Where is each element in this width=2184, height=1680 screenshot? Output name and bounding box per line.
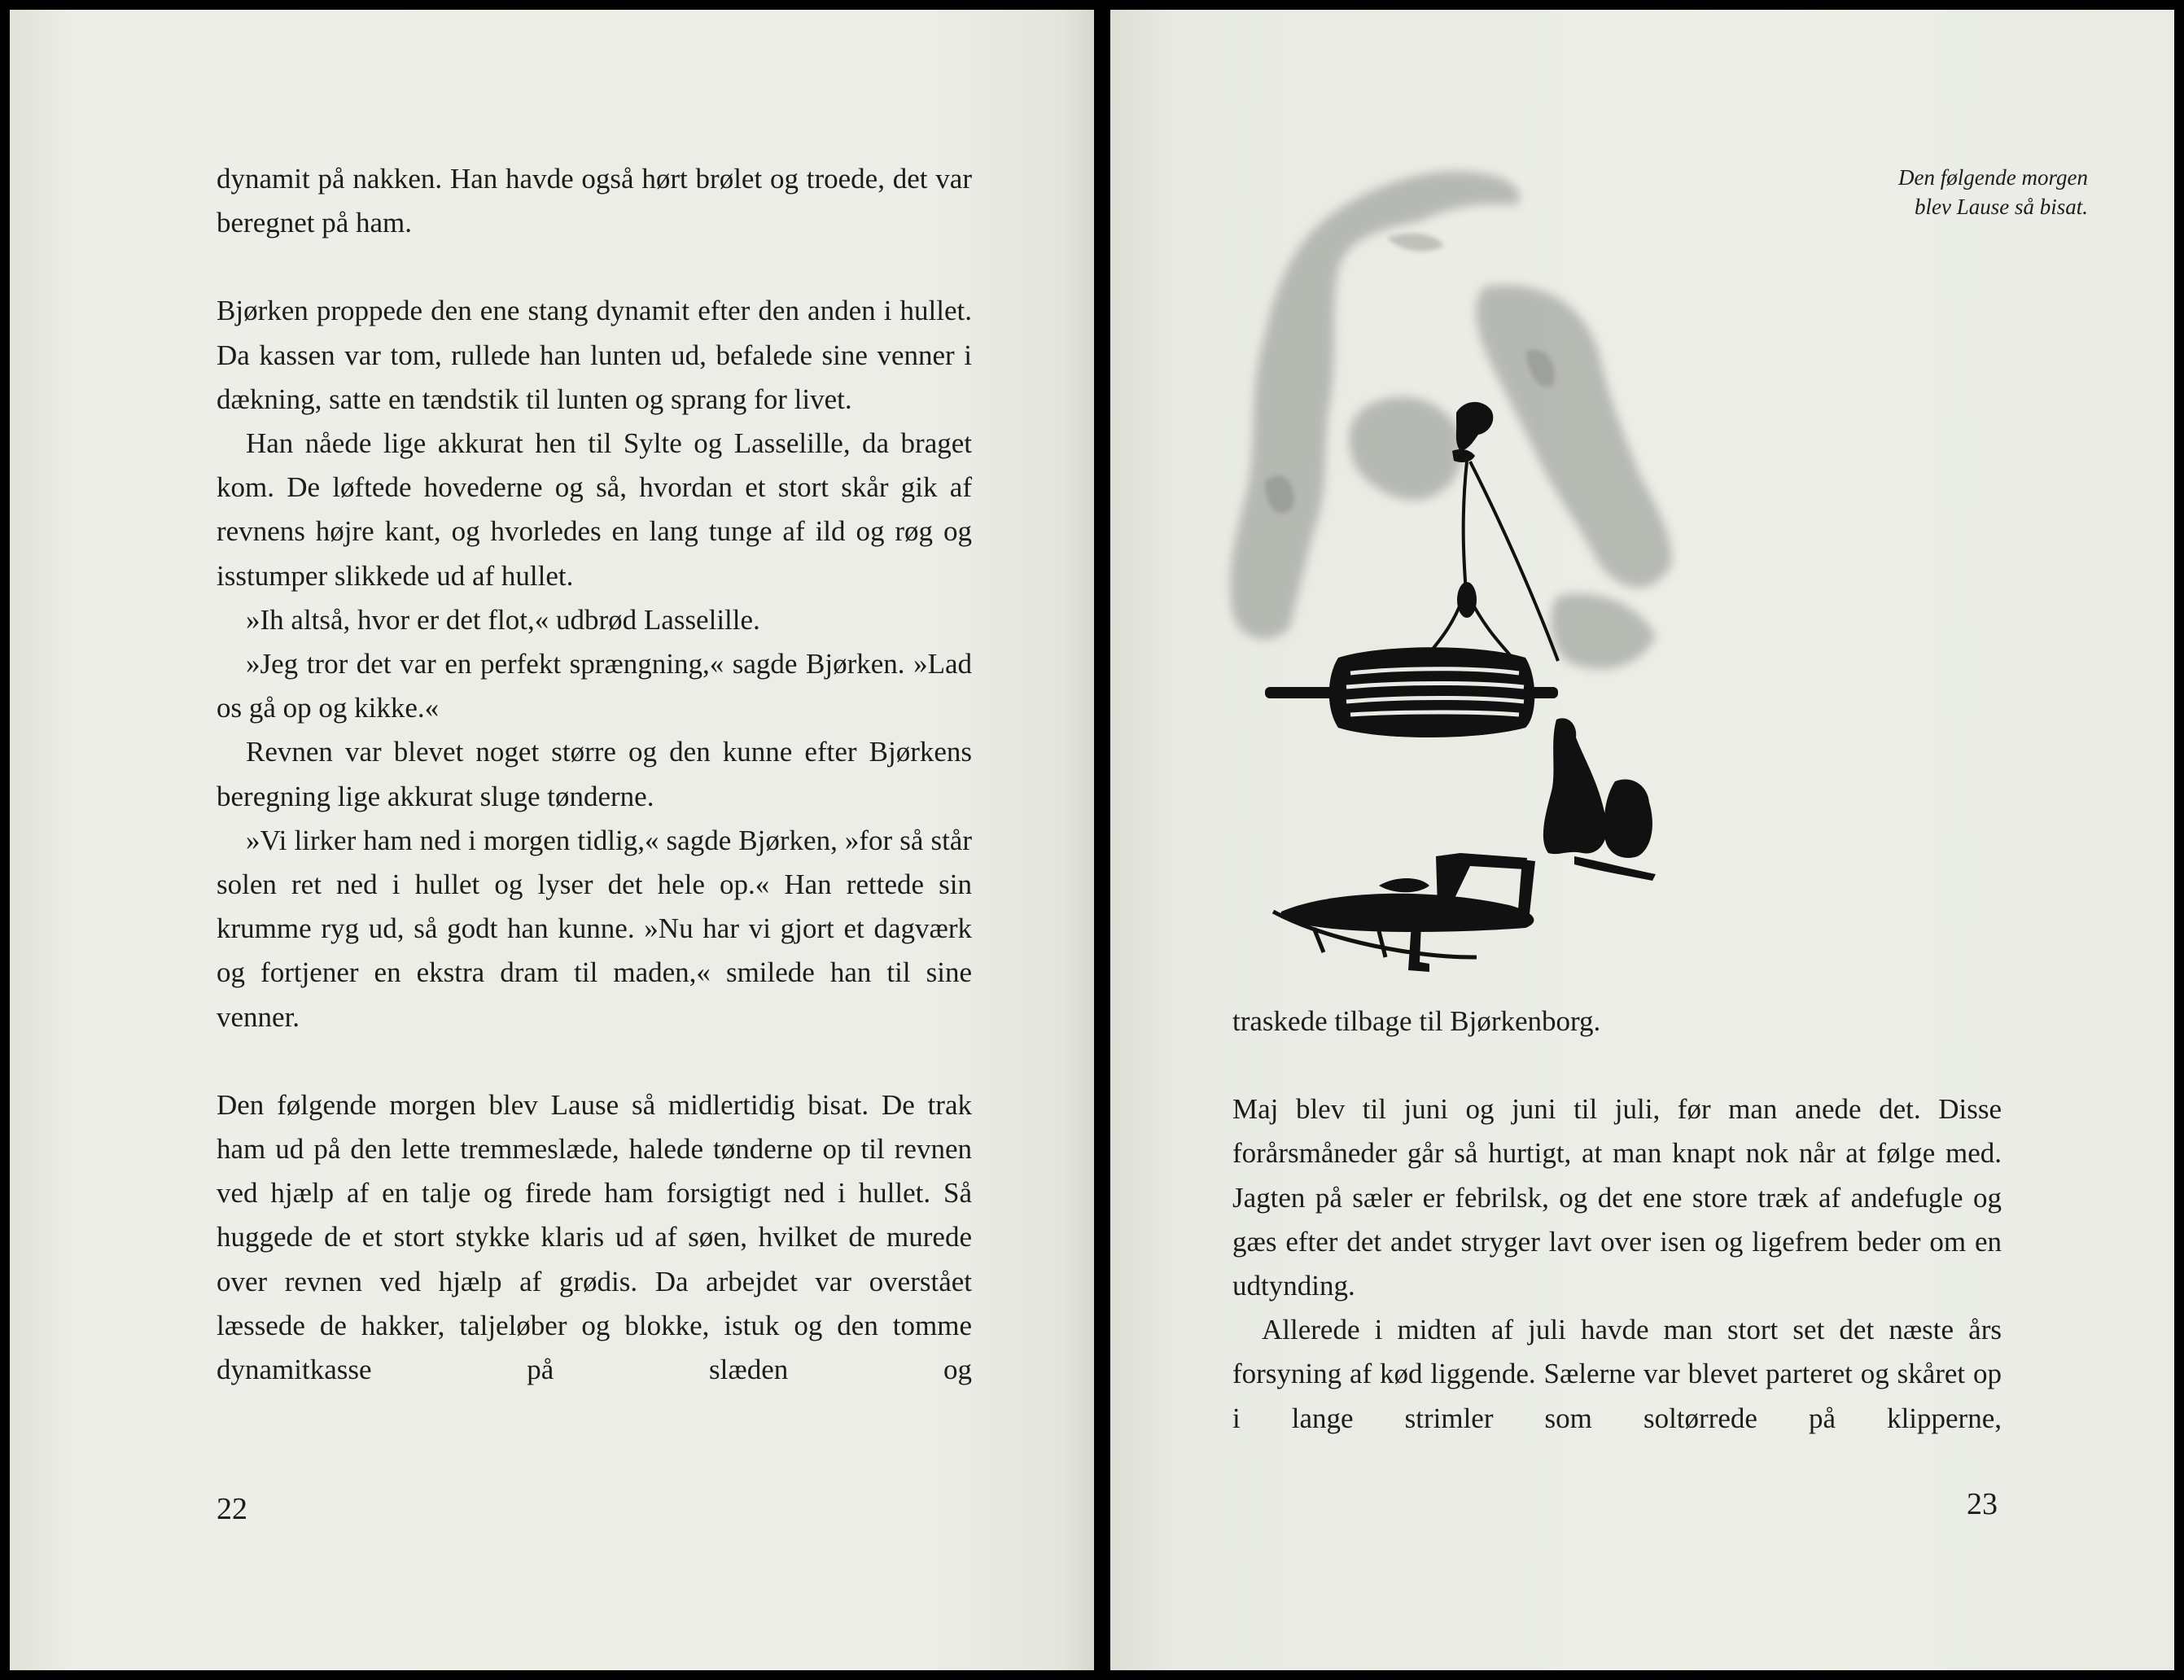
caption-line: Den følgende morgen (1898, 165, 2088, 190)
paragraph: Bjørken proppede den ene stang dynamit efter den anden i hullet. Da kassen var tom, rullede han lunten ud, befalede sine venner i dækning, satte en tændstik til lunten og sprang for livet. (217, 295, 972, 415)
paragraph: Maj blev til juni og juni til juli, før man anede det. Disse forårsmåneder går så hurtigt, at man knapt nok når at følge med. Jagten på sæler er febrilsk, og det ene store træk af andefugle og gæs efter det andet stryger lavt over isen og ligefrem beder om en udtynding. (1232, 1093, 2002, 1302)
caption-line: blev Lause så bisat. (1915, 195, 2088, 219)
right-page (1110, 10, 2174, 1670)
paragraph: traskede tilbage til Bjørkenborg. (1232, 1005, 1601, 1037)
paragraph: Den følgende morgen blev Lause så midlertidig bisat. De trak ham ud på den lette tremmeslæde, halede tønderne op til revnen ved hjælp af en talje og firede ham forsigtigt ned i hullet. Så huggede de et stort stykke klaris ud af søen, hvilket de murede over revnen ved hjælp af grødis. Da arbejdet var overstået læssede de hakker, taljeløber og blokke, istuk og den tomme dynamitkasse på slæden og (217, 1088, 972, 1386)
right-page-text (1232, 1000, 2002, 1441)
crouching-figures (1543, 718, 1656, 881)
paragraph: Revnen var blevet noget større og den kunne efter Bjørkens beregning lige akkurat sluge tønderne. (217, 736, 972, 812)
illustration-caption (1898, 163, 2088, 221)
ink-illustration (1216, 140, 1745, 987)
paragraph: Han nåede lige akkurat hen til Sylte og Lasselille, da braget kom. De løftede hovederne og så, hvordan et stort skår gik af revnens højre kant, og hvorledes en lang tunge af ild og røg og isstumper slikkede ud af hullet. (217, 427, 972, 592)
left-page (10, 10, 1094, 1670)
paragraph: dynamit på nakken. Han havde også hørt brølet og troede, det var beregnet på ham. (217, 163, 972, 239)
paragraph: »Vi lirker ham ned i morgen tidlig,« sagde Bjørken, »for så står solen ret ned i hullet og lyser det hele op.« Han rettede sin krumme ryg ud, så godt han kunne. »Nu har vi gjort et dagværk og fortjener en ekstra dram til maden,« smilede han til sine venner. (217, 824, 972, 1033)
hanging-figure (1452, 402, 1493, 462)
page-number: 22 (217, 1492, 247, 1526)
rope (1420, 462, 1558, 665)
page-number: 23 (1967, 1487, 1998, 1521)
paragraph: »Ih altså, hvor er det flot,« udbrød Lasselille. (246, 603, 760, 636)
paragraph: Allerede i midten af juli havde man stort set det næste års forsyning af kød liggende. Sælerne var blevet parteret og skåret op i lange strimler som soltørrede på klipperne, (1232, 1314, 2002, 1434)
left-page-text (217, 157, 972, 1392)
ink-wash (1230, 171, 1672, 669)
paragraph: »Jeg tror det var en perfekt sprængning,« sagde Bjørken. »Lad os gå op og kikke.« (217, 648, 972, 724)
barrel (1265, 647, 1558, 737)
pulley-block (1457, 582, 1477, 618)
